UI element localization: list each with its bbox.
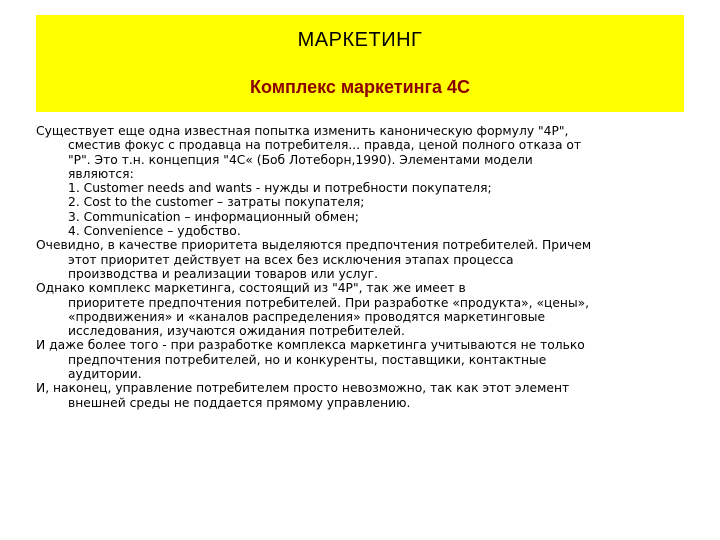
paragraph-line: Однако комплекс маркетинга, состоящий из "4Р", так же имеет в [36, 281, 466, 296]
list-item: 4. Convenience – удобство. [68, 224, 241, 239]
slide-title: МАРКЕТИНГ [297, 29, 423, 51]
title-banner [36, 15, 684, 112]
list-item: 1. Customer needs and wants - нужды и потребности покупателя; [68, 181, 492, 196]
paragraph-line: внешней среды не поддается прямому управлению. [68, 395, 411, 410]
list-item: 2. Cost to the customer – затраты покупателя; [68, 195, 365, 210]
paragraph-line: сместив фокус с продавца на потребителя... правда, ценой полного отказа от [68, 138, 582, 153]
paragraph-line: исследования, изучаются ожидания потребителей. [68, 324, 405, 339]
list-item: 3. Communication – информационный обмен; [68, 209, 359, 224]
paragraph-line: приоритете предпочтения потребителей. При разработке «продукта», «цены», [68, 295, 590, 310]
paragraph-line: Очевидно, в качестве приоритета выделяются предпочтения потребителей. Причем [36, 238, 592, 253]
paragraph-line: «продвижения» и «каналов распределения» проводятся маркетинговые [68, 309, 546, 324]
body-text [36, 124, 688, 410]
paragraph-line: И, наконец, управление потребителем просто невозможно, так как этот элемент [36, 381, 570, 396]
paragraph-line: этот приоритет действует на всех без исключения этапах процесса [68, 252, 514, 267]
paragraph-line: производства и реализации товаров или услуг. [68, 266, 379, 281]
paragraph-line: аудитории. [68, 367, 142, 382]
paragraph-line: "Р". Это т.н. концепция "4С« (Боб Лотеборн,1990). Элементами модели [68, 152, 533, 167]
paragraph-line: предпочтения потребителей, но и конкуренты, поставщики, контактные [68, 352, 547, 367]
paragraph-line: И даже более того - при разработке комплекса маркетинга учитываются не только [36, 338, 585, 353]
slide-subtitle: Комплекс маркетинга 4С [249, 77, 471, 97]
paragraph-line: Существует еще одна известная попытка изменить каноническую формулу "4Р", [36, 124, 569, 138]
paragraph-line: являются: [68, 166, 134, 181]
